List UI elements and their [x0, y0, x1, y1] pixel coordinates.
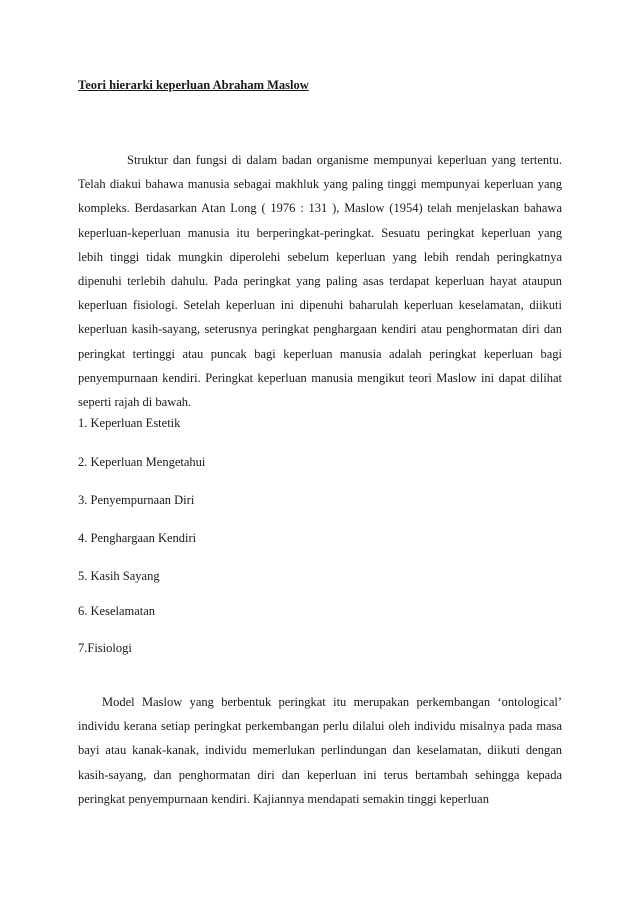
- list-item: 1. Keperluan Estetik: [78, 416, 181, 430]
- list-item: 4. Penghargaan Kendiri: [78, 531, 197, 545]
- list-item: 2. Keperluan Mengetahui: [78, 455, 206, 469]
- document-title: Teori hierarki keperluan Abraham Maslow: [78, 78, 309, 92]
- list-item: 5. Kasih Sayang: [78, 569, 160, 583]
- list-item: 3. Penyempurnaan Diri: [78, 493, 195, 507]
- list-item: 7.Fisiologi: [78, 641, 132, 655]
- list-item: 6. Keselamatan: [78, 604, 156, 618]
- paragraph-model: Model Maslow yang berbentuk peringkat itu merupakan perkembangan ‘ontological’ individu kerana setiap peringkat perkembangan perlu dilalui oleh individu misalnya pada masa bayi atau kanak-kanak, individu memerlukan perlindungan dan keselamatan, diikuti dengan kasih-sayang, dan penghormatan diri dan keperluan ini terus bertambah sehingga kepada peringkat penyempurnaan kendiri. Kajiannya mendapati semakin tinggi keperluan: [78, 695, 562, 806]
- paragraph-intro: Struktur dan fungsi di dalam badan organisme mempunyai keperluan yang tertentu. Telah diakui bahawa manusia sebagai makhluk yang paling tinggi mempunyai keperluan yang kompleks. Berdasarkan Atan Long ( 1976 : 131 ), Maslow (1954) telah menjelaskan bahawa keperluan-keperluan manusia itu berperingkat-peringkat. Sesuatu peringkat keperluan yang lebih tinggi tidak mungkin diperolehi sebelum keperluan yang lebih rendah peringkatnya dipenuhi terlebih dahulu. Pada peringkat yang paling asas terdapat keperluan hayat ataupun keperluan fisiologi. Setelah keperluan ini dipenuhi baharulah keperluan keselamatan, diikuti keperluan kasih-sayang, seterusnya peringkat penghargaan kendiri atau penghormatan diri dan peringkat tertinggi atau puncak bagi keperluan manusia adalah peringkat keperluan bagi penyempurnaan kendiri. Peringkat keperluan manusia mengikut teori Maslow ini dapat dilihat seperti rajah di bawah.: [78, 153, 562, 410]
